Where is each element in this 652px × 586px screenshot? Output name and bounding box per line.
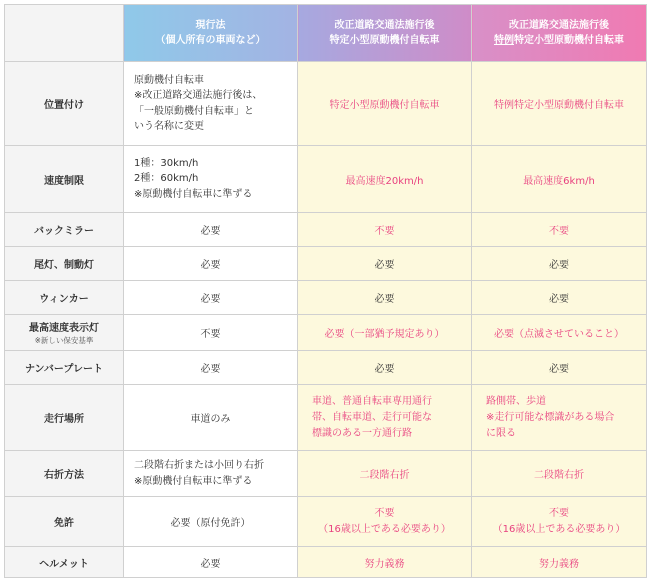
table-row (5, 281, 647, 315)
header-corner (5, 5, 124, 62)
cell-plate-tokutei: 必要 (298, 351, 472, 385)
cell-plate-current: 必要 (124, 351, 298, 385)
cell-taillight-tokutei: 必要 (298, 247, 472, 281)
table-row (5, 247, 647, 281)
table-row (5, 351, 647, 385)
cell-mirror-tokutei: 不要 (298, 213, 472, 247)
cell-speed-lamp-tokurei: 必要（点滅させていること） (472, 315, 647, 351)
header-tokutei-line2: 特定小型原動機付自転車 (329, 35, 440, 46)
table-row (5, 497, 647, 547)
row-label-right-turn: 右折方法 (5, 451, 124, 497)
header-current-law (124, 5, 298, 62)
cell-helmet-tokutei: 努力義務 (298, 547, 472, 578)
header-tokurei (472, 5, 647, 62)
cell-taillight-current: 必要 (124, 247, 298, 281)
row-label-taillight: 尾灯、制動灯 (5, 247, 124, 281)
header-tokurei-underlined: 特例 (494, 35, 514, 46)
cell-winker-tokurei: 必要 (472, 281, 647, 315)
header-current-law-line2: （個人所有の車両など） (155, 35, 266, 46)
header-tokurei-line2 (478, 33, 640, 49)
cell-license-tokutei: 不要 （16歳以上である必要あり） (298, 497, 472, 547)
cell-taillight-tokurei: 必要 (472, 247, 647, 281)
cell-position-current: 原動機付自転車 ※改正道路交通法施行後は、 「一般原動機付自転車」と いう名称に変更 (124, 62, 298, 146)
row-label-winker: ウィンカー (5, 281, 124, 315)
cell-license-tokurei: 不要 （16歳以上である必要あり） (472, 497, 647, 547)
header-row (5, 5, 647, 62)
row-label-road: 走行場所 (5, 385, 124, 451)
header-tokutei (298, 5, 472, 62)
cell-position-tokurei: 特例特定小型原動機付自転車 (472, 62, 647, 146)
cell-speed-lamp-current: 不要 (124, 315, 298, 351)
row-label-plate: ナンバープレート (5, 351, 124, 385)
row-label-mirror: バックミラー (5, 213, 124, 247)
cell-license-current: 必要（原付免許） (124, 497, 298, 547)
header-tokurei-line1: 改正道路交通法施行後 (509, 19, 609, 31)
cell-winker-current: 必要 (124, 281, 298, 315)
row-label-speed-lamp-note: ※新しい保安基準 (34, 336, 94, 345)
cell-speed-tokurei: 最高速度6km/h (472, 146, 647, 213)
cell-road-current: 車道のみ (124, 385, 298, 451)
table-row (5, 451, 647, 497)
row-label-speed-lamp-text: 最高速度表示灯 (29, 323, 99, 334)
cell-speed-current: 1種：30km/h 2種：60km/h ※原動機付自転車に準ずる (124, 146, 298, 213)
table-row (5, 146, 647, 213)
cell-position-tokutei: 特定小型原動機付自転車 (298, 62, 472, 146)
cell-helmet-current: 必要 (124, 547, 298, 578)
cell-road-tokurei: 路側帯、歩道 ※走行可能な標識がある場合 に限る (472, 385, 647, 451)
table-row (5, 62, 647, 146)
table-row (5, 385, 647, 451)
row-label-speed-lamp (5, 315, 124, 351)
header-tokurei-rest: 特定小型原動機付自転車 (514, 35, 624, 46)
cell-speed-tokutei: 最高速度20km/h (298, 146, 472, 213)
table-row (5, 213, 647, 247)
comparison-table (4, 4, 647, 578)
row-label-position: 位置付け (5, 62, 124, 146)
cell-plate-tokurei: 必要 (472, 351, 647, 385)
table-row (5, 315, 647, 351)
cell-right-turn-tokutei: 二段階右折 (298, 451, 472, 497)
header-current-law-line1: 現行法 (195, 19, 226, 31)
table-row (5, 547, 647, 578)
cell-right-turn-current: 二段階右折または小回り右折 ※原動機付自転車に準ずる (124, 451, 298, 497)
cell-road-tokutei: 車道、普通自転車専用通行 帯、自転車道、走行可能な 標識のある一方通行路 (298, 385, 472, 451)
row-label-helmet: ヘルメット (5, 547, 124, 578)
cell-mirror-current: 必要 (124, 213, 298, 247)
row-label-speed: 速度制限 (5, 146, 124, 213)
cell-helmet-tokurei: 努力義務 (472, 547, 647, 578)
row-label-license: 免許 (5, 497, 124, 547)
header-tokutei-line1: 改正道路交通法施行後 (334, 19, 435, 31)
cell-speed-lamp-tokutei: 必要（一部猶予規定あり） (298, 315, 472, 351)
cell-right-turn-tokurei: 二段階右折 (472, 451, 647, 497)
cell-winker-tokutei: 必要 (298, 281, 472, 315)
cell-mirror-tokurei: 不要 (472, 213, 647, 247)
